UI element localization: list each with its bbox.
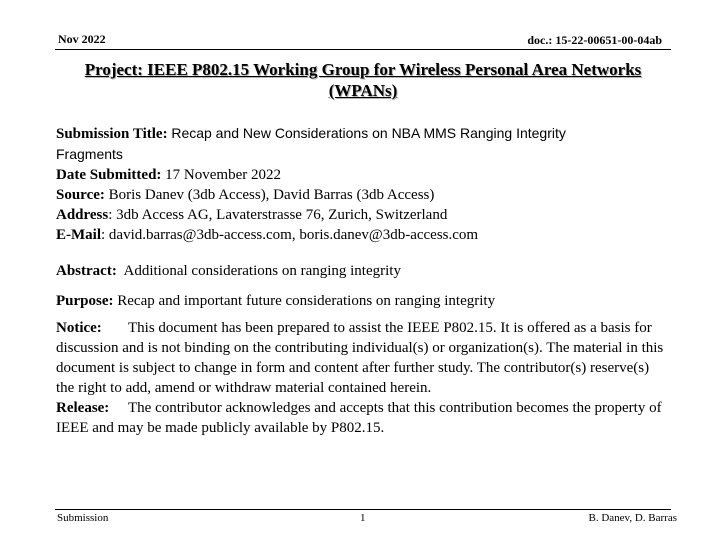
project-title-line-1: Project: IEEE P802.15 Working Group for Wireless Personal Area Networks	[84, 60, 642, 79]
purpose-label: Purpose:	[56, 293, 114, 309]
date-submitted-value: 17 November 2022	[165, 167, 281, 183]
release-text: The contributor acknowledges and accepts that this contribution becomes the property of IEEE and may be made publicly available by P802.15.	[56, 400, 662, 436]
abstract-section	[56, 261, 668, 281]
source-value: Boris Danev (3db Access), David Barras (3db Access)	[108, 187, 435, 203]
purpose-section	[56, 291, 668, 311]
header-date: Nov 2022	[58, 32, 106, 46]
release-label: Release:	[56, 400, 110, 416]
source-label: Source:	[56, 187, 105, 203]
header-divider	[55, 49, 671, 50]
footer-authors: B. Danev, D. Barras	[588, 512, 677, 524]
submission-title-row-2	[56, 144, 668, 165]
notice-text: This document has been prepared to assist the IEEE P802.15. It is offered as a basis for discussion and is not binding on the contributing individual(s) or organization(s). The material in this document is subject to change in form and content after further study. The contributor(s) reserve(s) the right to add, amend or withdraw material contained herein.	[56, 320, 664, 396]
notice-paragraph	[56, 318, 668, 398]
date-submitted-row	[56, 165, 668, 185]
email-row	[56, 225, 668, 245]
notice-section	[56, 318, 668, 438]
email-label: E-Mail	[56, 227, 101, 243]
abstract-text: Additional considerations on ranging integrity	[123, 263, 401, 279]
submission-info	[56, 123, 668, 245]
abstract-label: Abstract:	[56, 263, 117, 279]
footer-submission: Submission	[57, 512, 109, 524]
project-title-line-2: (WPANs)	[328, 81, 398, 100]
footer-divider	[55, 509, 671, 510]
header-doc-id: doc.: 15-22-00651-00-04ab	[527, 33, 662, 47]
purpose-text: Recap and important future considerations on ranging integrity	[117, 293, 496, 309]
footer-page-number: 1	[360, 512, 366, 524]
address-label: Address	[56, 207, 109, 223]
project-title	[56, 59, 670, 101]
address-row	[56, 205, 668, 225]
address-value: : 3db Access AG, Lavaterstrasse 76, Zurich, Switzerland	[108, 207, 448, 223]
source-row	[56, 185, 668, 205]
submission-title-row	[56, 123, 668, 144]
submission-title-value: Recap and New Considerations on NBA MMS Ranging Integrity	[171, 125, 566, 141]
date-submitted-label: Date Submitted:	[56, 167, 162, 183]
notice-label: Notice:	[56, 320, 102, 336]
release-paragraph	[56, 398, 668, 438]
submission-title-label: Submission Title:	[56, 126, 168, 142]
submission-title-value-cont: Fragments	[56, 146, 123, 162]
email-value: : david.barras@3db-access.com, boris.danev@3db-access.com	[101, 227, 479, 243]
